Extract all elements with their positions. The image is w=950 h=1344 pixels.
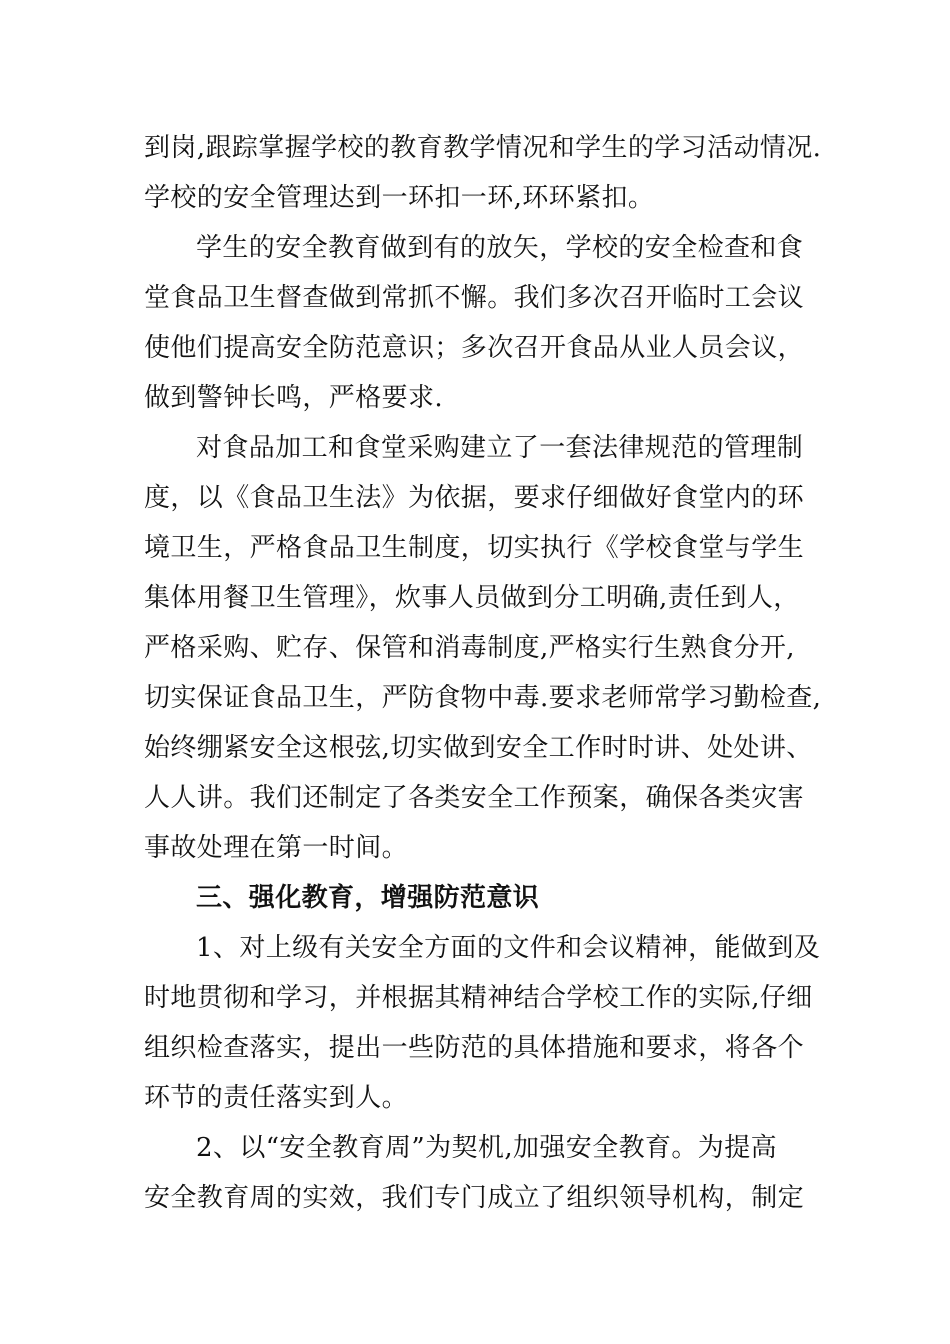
text-line: 严格采购、贮存、保管和消毒制度,严格实行生熟食分开, <box>144 633 795 663</box>
text-line: 堂食品卫生督查做到常抓不懈。我们多次召开临时工会议 <box>144 283 805 313</box>
text-line: 做到警钟长鸣，严格要求. <box>144 383 444 413</box>
text-line: 学校的安全管理达到一环扣一环,环环紧扣。 <box>144 183 655 213</box>
section-heading: 三、强化教育，增强防范意识 <box>196 883 540 913</box>
text-line: 始终绷紧安全这根弦,切实做到安全工作时时讲、处处讲、 <box>144 733 813 763</box>
paragraph-first-line: 学生的安全教育做到有的放矢，学校的安全检查和食 <box>196 233 804 263</box>
text-line: 时地贯彻和学习，并根据其精神结合学校工作的实际,仔细 <box>144 983 813 1013</box>
text-line: 安全教育周的实效，我们专门成立了组织领导机构，制定 <box>144 1183 805 1213</box>
text-line: 人人讲。我们还制定了各类安全工作预案，确保各类灾害 <box>144 783 805 813</box>
paragraph-first-line: 2、以“安全教育周”为契机,加强安全教育。为提高 <box>196 1133 777 1163</box>
text-line: 组织检查落实，提出一些防范的具体措施和要求，将各个 <box>144 1033 805 1063</box>
text-line: 到岗,跟踪掌握学校的教育教学情况和学生的学习活动情况. <box>144 133 822 163</box>
text-line: 集体用餐卫生管理》，炊事人员做到分工明确,责任到人， <box>144 583 800 613</box>
paragraph-first-line: 1、对上级有关安全方面的文件和会议精神，能做到及 <box>196 933 821 963</box>
paragraph-first-line: 对食品加工和食堂采购建立了一套法律规范的管理制 <box>196 433 804 463</box>
text-line: 环节的责任落实到人。 <box>144 1083 409 1113</box>
text-line: 切实保证食品卫生，严防食物中毒.要求老师常学习勤检查, <box>144 683 822 713</box>
text-line: 事故处理在第一时间。 <box>144 833 409 863</box>
text-line: 度，以《食品卫生法》为依据，要求仔细做好食堂内的环 <box>144 483 805 513</box>
text-line: 境卫生，严格食品卫生制度，切实执行《学校食堂与学生 <box>144 533 805 563</box>
text-line: 使他们提高安全防范意识；多次召开食品从业人员会议， <box>144 333 805 363</box>
